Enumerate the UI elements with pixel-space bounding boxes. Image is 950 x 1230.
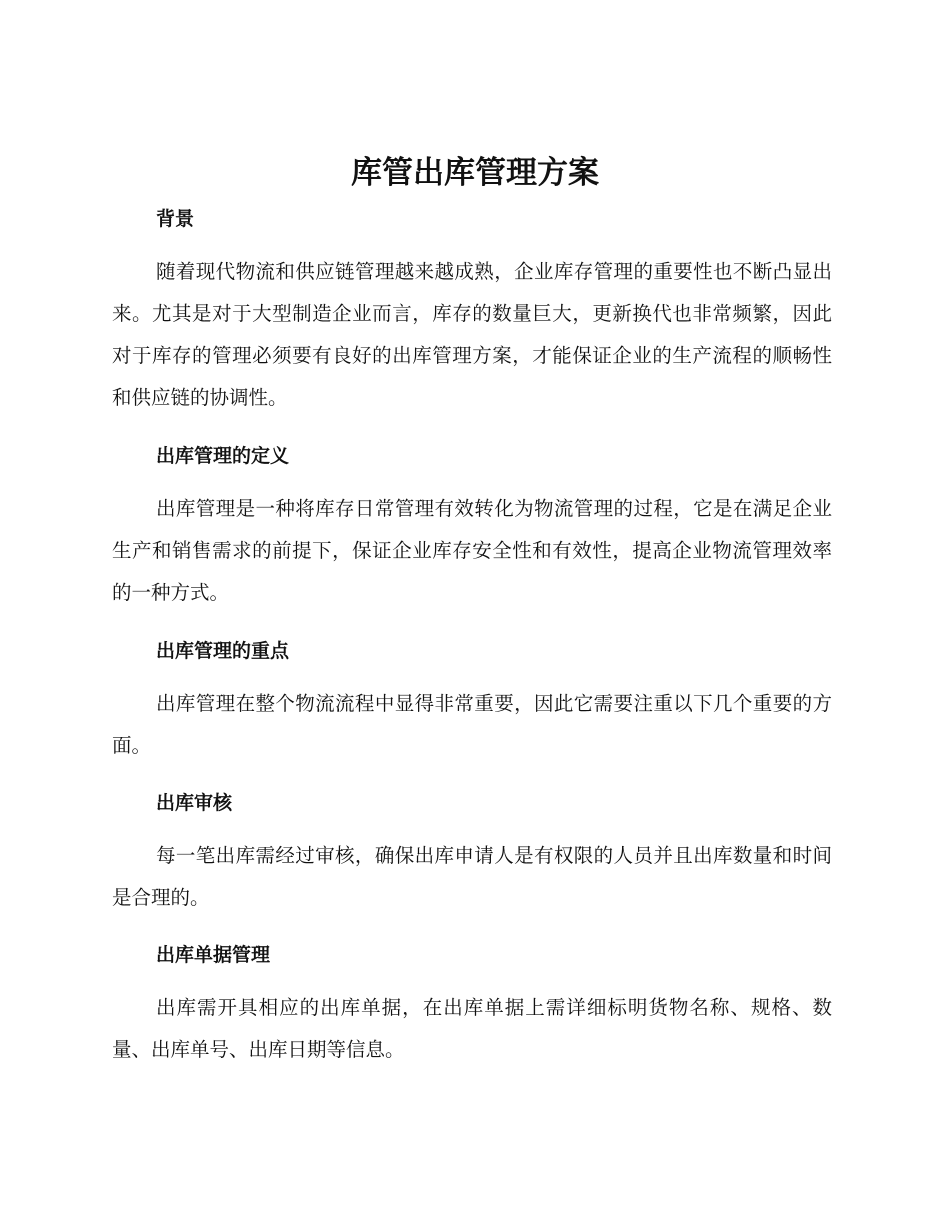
section-heading: 出库管理的定义 xyxy=(156,445,290,467)
section-heading: 背景 xyxy=(156,208,195,230)
section-paragraph: 出库管理在整个物流流程中显得非常重要，因此它需要注重以下几个重要的方面。 xyxy=(112,692,832,757)
section-definition xyxy=(112,442,832,614)
section-review xyxy=(112,789,832,919)
section-background xyxy=(112,205,832,419)
section-paragraph: 每一笔出库需经过审核，确保出库申请人是有权限的人员并且出库数量和时间是合理的。 xyxy=(112,844,832,909)
document-title: 库管出库管理方案 xyxy=(351,155,599,191)
section-paragraph: 出库管理是一种将库存日常管理有效转化为物流管理的过程，它是在满足企业生产和销售需求的前提下，保证企业库存安全性和有效性，提高企业物流管理效率的一种方式。 xyxy=(112,497,832,604)
section-heading: 出库审核 xyxy=(156,792,233,814)
section-paragraph: 随着现代物流和供应链管理越来越成熟，企业库存管理的重要性也不断凸显出来。尤其是对于大型制造企业而言，库存的数量巨大，更新换代也非常频繁，因此对于库存的管理必须要有良好的出库管理方案，才能保证企业的生产流程的顺畅性和供应链的协调性。 xyxy=(112,260,832,409)
section-heading: 出库单据管理 xyxy=(156,944,271,966)
section-documents xyxy=(112,941,832,1071)
section-heading: 出库管理的重点 xyxy=(156,640,290,662)
section-paragraph: 出库需开具相应的出库单据，在出库单据上需详细标明货物名称、规格、数量、出库单号、出库日期等信息。 xyxy=(112,996,832,1061)
section-key-points xyxy=(112,637,832,767)
